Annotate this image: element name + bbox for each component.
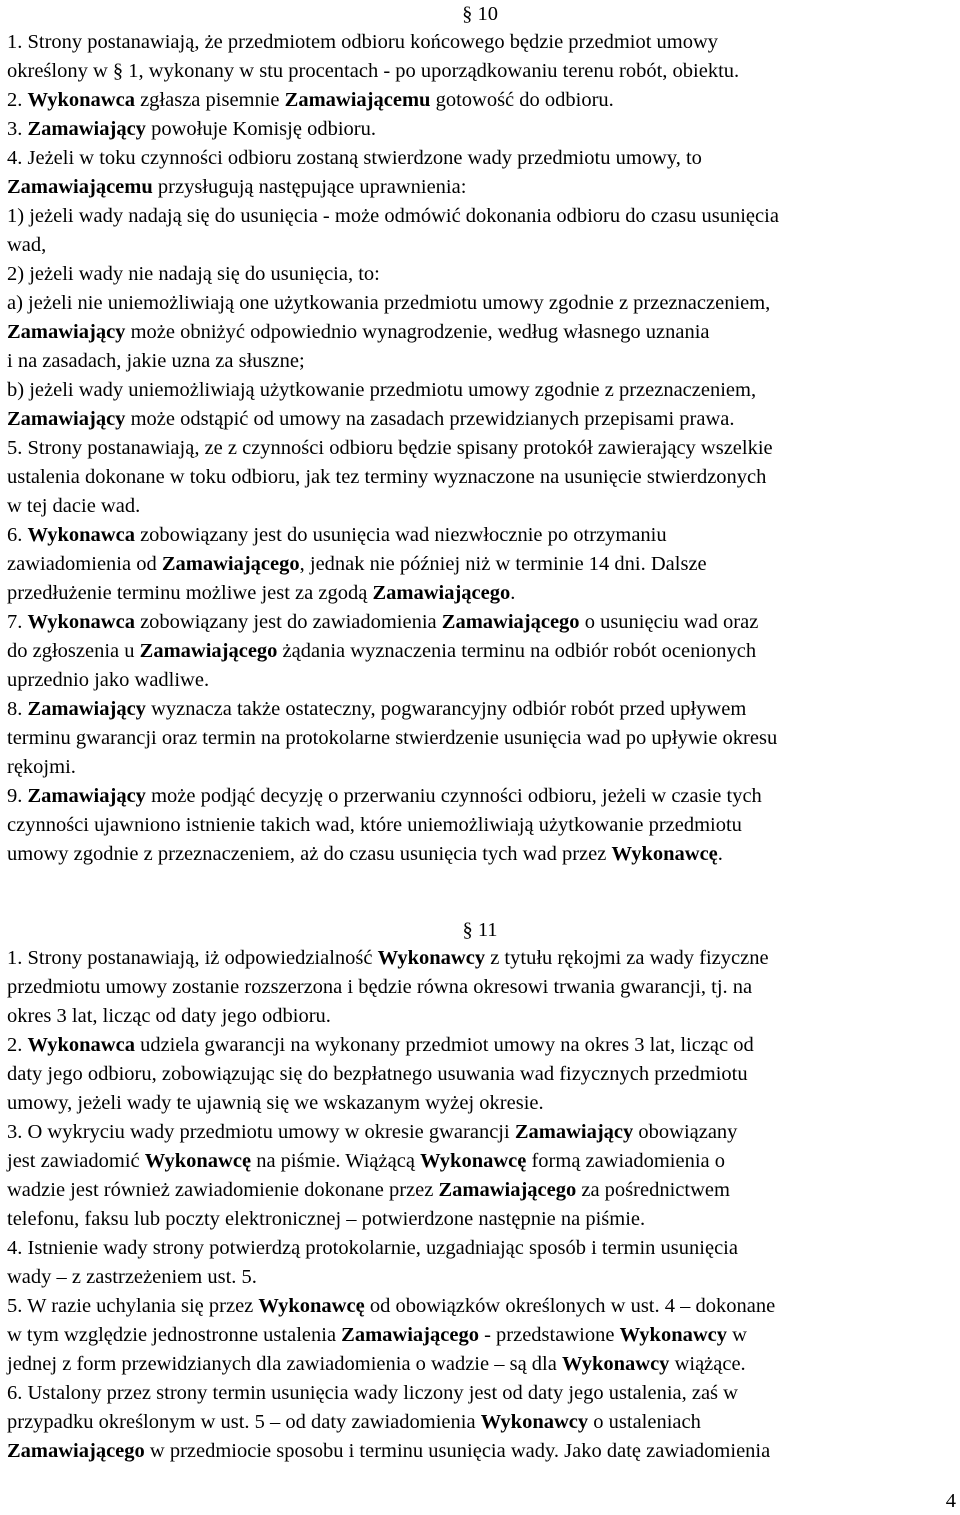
text-line — [7, 1031, 953, 1060]
text-segment: przypadku określonym w ust. 5 – od daty zawiadomienia — [7, 1411, 481, 1433]
text-line — [7, 434, 953, 463]
text-segment: 6. Ustalony przez strony termin usunięcia wady liczony jest od daty jego ustalenia, zaś w — [7, 1382, 738, 1404]
text-segment: obowiązany — [633, 1121, 738, 1143]
text-line — [7, 1147, 953, 1176]
bold-term: Wykonawcy — [619, 1324, 728, 1346]
bold-term: Zamawiającego — [7, 1440, 145, 1462]
text-line — [7, 1060, 953, 1089]
text-line — [7, 57, 953, 86]
bold-term: Wykonawcy — [480, 1411, 589, 1433]
section-10-body — [7, 28, 953, 869]
text-line — [7, 1205, 953, 1234]
text-segment: a) jeżeli nie uniemożliwiają one użytkowania przedmiotu umowy zgodnie z przeznaczeniem, — [7, 292, 771, 314]
bold-term: Zamawiającego — [161, 553, 300, 575]
bold-term: Zamawiający — [7, 408, 126, 430]
text-segment: zobowiązany jest do usunięcia wad niezwłocznie po otrzymaniu — [134, 524, 667, 546]
text-segment: może podjąć decyzję o przerwaniu czynności odbioru, jeżeli w czasie tych — [145, 785, 762, 807]
text-segment: na piśmie. Wiążącą — [251, 1150, 421, 1172]
text-segment: 9. — [7, 785, 28, 807]
text-segment: rękojmi. — [7, 756, 76, 778]
text-line — [7, 1176, 953, 1205]
bold-term: Zamawiający — [27, 118, 146, 140]
text-line — [7, 579, 953, 608]
bold-term: Wykonawca — [27, 89, 135, 111]
text-line — [7, 608, 953, 637]
text-line — [7, 347, 953, 376]
bold-term: Zamawiający — [27, 698, 146, 720]
text-segment: gotowość do odbioru. — [430, 89, 614, 111]
text-segment: zobowiązany jest do zawiadomienia — [134, 611, 442, 633]
text-line — [7, 1437, 953, 1466]
text-segment: wad, — [7, 234, 47, 256]
bold-term: Zamawiający — [7, 321, 126, 343]
bold-term: Zamawiającemu — [284, 89, 431, 111]
text-line — [7, 1292, 953, 1321]
text-segment: jednej z form przewidzianych dla zawiadomienia o wadzie – są dla — [7, 1353, 562, 1375]
bold-term: Zamawiający — [514, 1121, 634, 1143]
text-segment: jest zawiadomić — [7, 1150, 145, 1172]
bold-term: Wykonawcę — [420, 1150, 527, 1172]
text-line — [7, 1263, 953, 1292]
bold-term: Wykonawcę — [258, 1295, 365, 1317]
section-11-body — [7, 944, 953, 1466]
text-segment: . — [717, 843, 723, 865]
text-segment: może obniżyć odpowiednio wynagrodzenie, według własnego uznania — [125, 321, 710, 343]
text-line — [7, 1089, 953, 1118]
text-segment: wadzie jest również zawiadomienie dokonane przez — [7, 1179, 439, 1201]
text-segment: wiążące. — [669, 1353, 746, 1375]
bold-term: Zamawiającego — [341, 1324, 479, 1346]
text-segment: 2. — [7, 1034, 28, 1056]
text-line — [7, 260, 953, 289]
text-line — [7, 86, 953, 115]
text-segment: daty jego odbioru, zobowiązując się do bezpłatnego usuwania wad fizycznych przedmiotu — [7, 1063, 748, 1085]
text-segment: 3. — [7, 118, 28, 140]
bold-term: Wykonawca — [27, 524, 135, 546]
text-segment: 5. W razie uchylania się przez — [7, 1295, 259, 1317]
text-line — [7, 521, 953, 550]
bold-term: Zamawiającego — [441, 611, 580, 633]
text-segment: 3. O wykryciu wady przedmiotu umowy w okresie gwarancji — [7, 1121, 515, 1143]
text-segment: o usunięciu wad oraz — [579, 611, 759, 633]
text-line — [7, 115, 953, 144]
text-line — [7, 637, 953, 666]
text-segment: umowy, jeżeli wady te ujawnią się we wskazanym wyżej okresie. — [7, 1092, 544, 1114]
text-segment: może odstąpić od umowy na zasadach przewidzianych przepisami prawa. — [125, 408, 735, 430]
text-segment: określony w § 1, wykonany w stu procentach - po uporządkowaniu terenu robót, obiektu. — [7, 60, 740, 82]
text-line — [7, 231, 953, 260]
bold-term: Wykonawca — [27, 1034, 135, 1056]
text-line — [7, 318, 953, 347]
bold-term: Zamawiającego — [438, 1179, 577, 1201]
text-segment: 5. Strony postanawiają, ze z czynności odbioru będzie spisany protokół zawierający wszelkie — [7, 437, 773, 459]
text-line — [7, 463, 953, 492]
text-line — [7, 840, 953, 869]
text-line — [7, 405, 953, 434]
bold-term: Zamawiającemu — [7, 176, 153, 198]
text-segment: formą zawiadomienia o — [526, 1150, 726, 1172]
text-segment: . — [510, 582, 516, 604]
text-line — [7, 173, 953, 202]
bold-term: Wykonawcy — [561, 1353, 670, 1375]
text-segment: zawiadomienia od — [7, 553, 162, 575]
section-10-heading: § 10 — [462, 3, 498, 25]
text-line — [7, 1321, 953, 1350]
text-line — [7, 1408, 953, 1437]
text-segment: z tytułu rękojmi za wady fizyczne — [485, 947, 769, 969]
text-line — [7, 1002, 953, 1031]
bold-term: Wykonawcę — [611, 843, 718, 865]
text-segment: 4. Istnienie wady strony potwierdzą protokolarnie, uzgadniając sposób i termin usunięcia — [7, 1237, 738, 1259]
bold-term: Wykonawcy — [377, 947, 486, 969]
text-segment: , jednak nie później niż w terminie 14 dni. Dalsze — [299, 553, 707, 575]
text-segment: b) jeżeli wady uniemożliwiają użytkowanie przedmiotu umowy zgodnie z przeznaczeniem, — [7, 379, 757, 401]
page-number: 4 — [945, 1490, 956, 1512]
text-line — [7, 753, 953, 782]
text-line — [7, 202, 953, 231]
text-segment: 1. Strony postanawiają, że przedmiotem odbioru końcowego będzie przedmiot umowy — [7, 31, 719, 53]
text-line — [7, 973, 953, 1002]
text-line — [7, 376, 953, 405]
text-segment: 8. — [7, 698, 28, 720]
text-line — [7, 492, 953, 521]
text-line — [7, 1379, 953, 1408]
text-line — [7, 695, 953, 724]
bold-term: Wykonawcę — [144, 1150, 252, 1172]
text-segment: okres 3 lat, licząc od daty jego odbioru. — [7, 1005, 331, 1027]
text-line — [7, 1118, 953, 1147]
text-segment: przedłużenie terminu możliwe jest za zgodą — [7, 582, 373, 604]
text-segment: ustalenia dokonane w toku odbioru, jak tez terminy wyznaczone na usunięcie stwierdzonych — [7, 466, 767, 488]
text-segment: umowy zgodnie z przeznaczeniem, aż do czasu usunięcia tych wad przez — [7, 843, 612, 865]
text-segment: wady – z zastrzeżeniem ust. 5. — [7, 1266, 257, 1288]
bold-term: Zamawiający — [27, 785, 146, 807]
text-segment: 4. Jeżeli w toku czynności odbioru zostaną stwierdzone wady przedmiotu umowy, to — [7, 147, 702, 169]
text-segment: udziela gwarancji na wykonany przedmiot umowy na okres 3 lat, licząc od — [134, 1034, 754, 1056]
text-segment: przedmiotu umowy zostanie rozszerzona i będzie równa okresowi trwania gwarancji, tj. na — [7, 976, 753, 998]
text-segment: telefonu, faksu lub poczty elektronicznej – potwierdzone następnie na piśmie. — [7, 1208, 646, 1230]
text-segment: w tej dacie wad. — [7, 495, 141, 517]
text-line — [7, 289, 953, 318]
text-segment: przysługują następujące uprawnienia: — [152, 176, 467, 198]
text-segment: terminu gwarancji oraz termin na protokolarne stwierdzenie usunięcia wad po upływie okresu — [7, 727, 778, 749]
section-11-heading: § 11 — [462, 919, 498, 941]
bold-term: Wykonawca — [27, 611, 135, 633]
text-segment: do zgłoszenia u — [7, 640, 140, 662]
text-segment: o ustaleniach — [588, 1411, 701, 1433]
text-segment: powołuje Komisję odbioru. — [145, 118, 376, 140]
text-segment: zgłasza pisemnie — [134, 89, 285, 111]
text-line — [7, 782, 953, 811]
text-segment: czynności ujawniono istnienie takich wad, które uniemożliwiają użytkowanie przedmiotu — [7, 814, 742, 836]
document-page — [7, 0, 953, 1466]
text-segment: 2) jeżeli wady nie nadają się do usunięcia, to: — [7, 263, 380, 285]
bold-term: Zamawiającego — [372, 582, 511, 604]
text-line — [7, 944, 953, 973]
text-segment: 1. Strony postanawiają, iż odpowiedzialność — [7, 947, 378, 969]
text-segment: i na zasadach, jakie uzna za słuszne; — [7, 350, 305, 372]
bold-term: Zamawiającego — [139, 640, 278, 662]
text-segment: za pośrednictwem — [576, 1179, 730, 1201]
text-segment: w tym względzie jednostronne ustalenia — [7, 1324, 342, 1346]
text-line — [7, 666, 953, 695]
text-line — [7, 28, 953, 57]
text-line — [7, 550, 953, 579]
text-segment: wyznacza także ostateczny, pogwarancyjny odbiór robót przed upływem — [145, 698, 747, 720]
text-segment: od obowiązków określonych w ust. 4 – dokonane — [364, 1295, 776, 1317]
text-line — [7, 724, 953, 753]
text-segment: 6. — [7, 524, 28, 546]
text-segment: żądania wyznaczenia terminu na odbiór robót ocenionych — [277, 640, 757, 662]
text-segment: 7. — [7, 611, 28, 633]
text-line — [7, 1350, 953, 1379]
text-segment: w przedmiocie sposobu i terminu usunięcia wady. Jako datę zawiadomienia — [144, 1440, 771, 1462]
text-segment: 2. — [7, 89, 28, 111]
text-segment: w — [727, 1324, 747, 1346]
text-segment: 1) jeżeli wady nadają się do usunięcia - może odmówić dokonania odbioru do czasu usunięcia — [7, 205, 779, 227]
text-segment: - przedstawione — [478, 1324, 620, 1346]
text-line — [7, 811, 953, 840]
text-line — [7, 144, 953, 173]
text-line — [7, 1234, 953, 1263]
text-segment: uprzednio jako wadliwe. — [7, 669, 210, 691]
